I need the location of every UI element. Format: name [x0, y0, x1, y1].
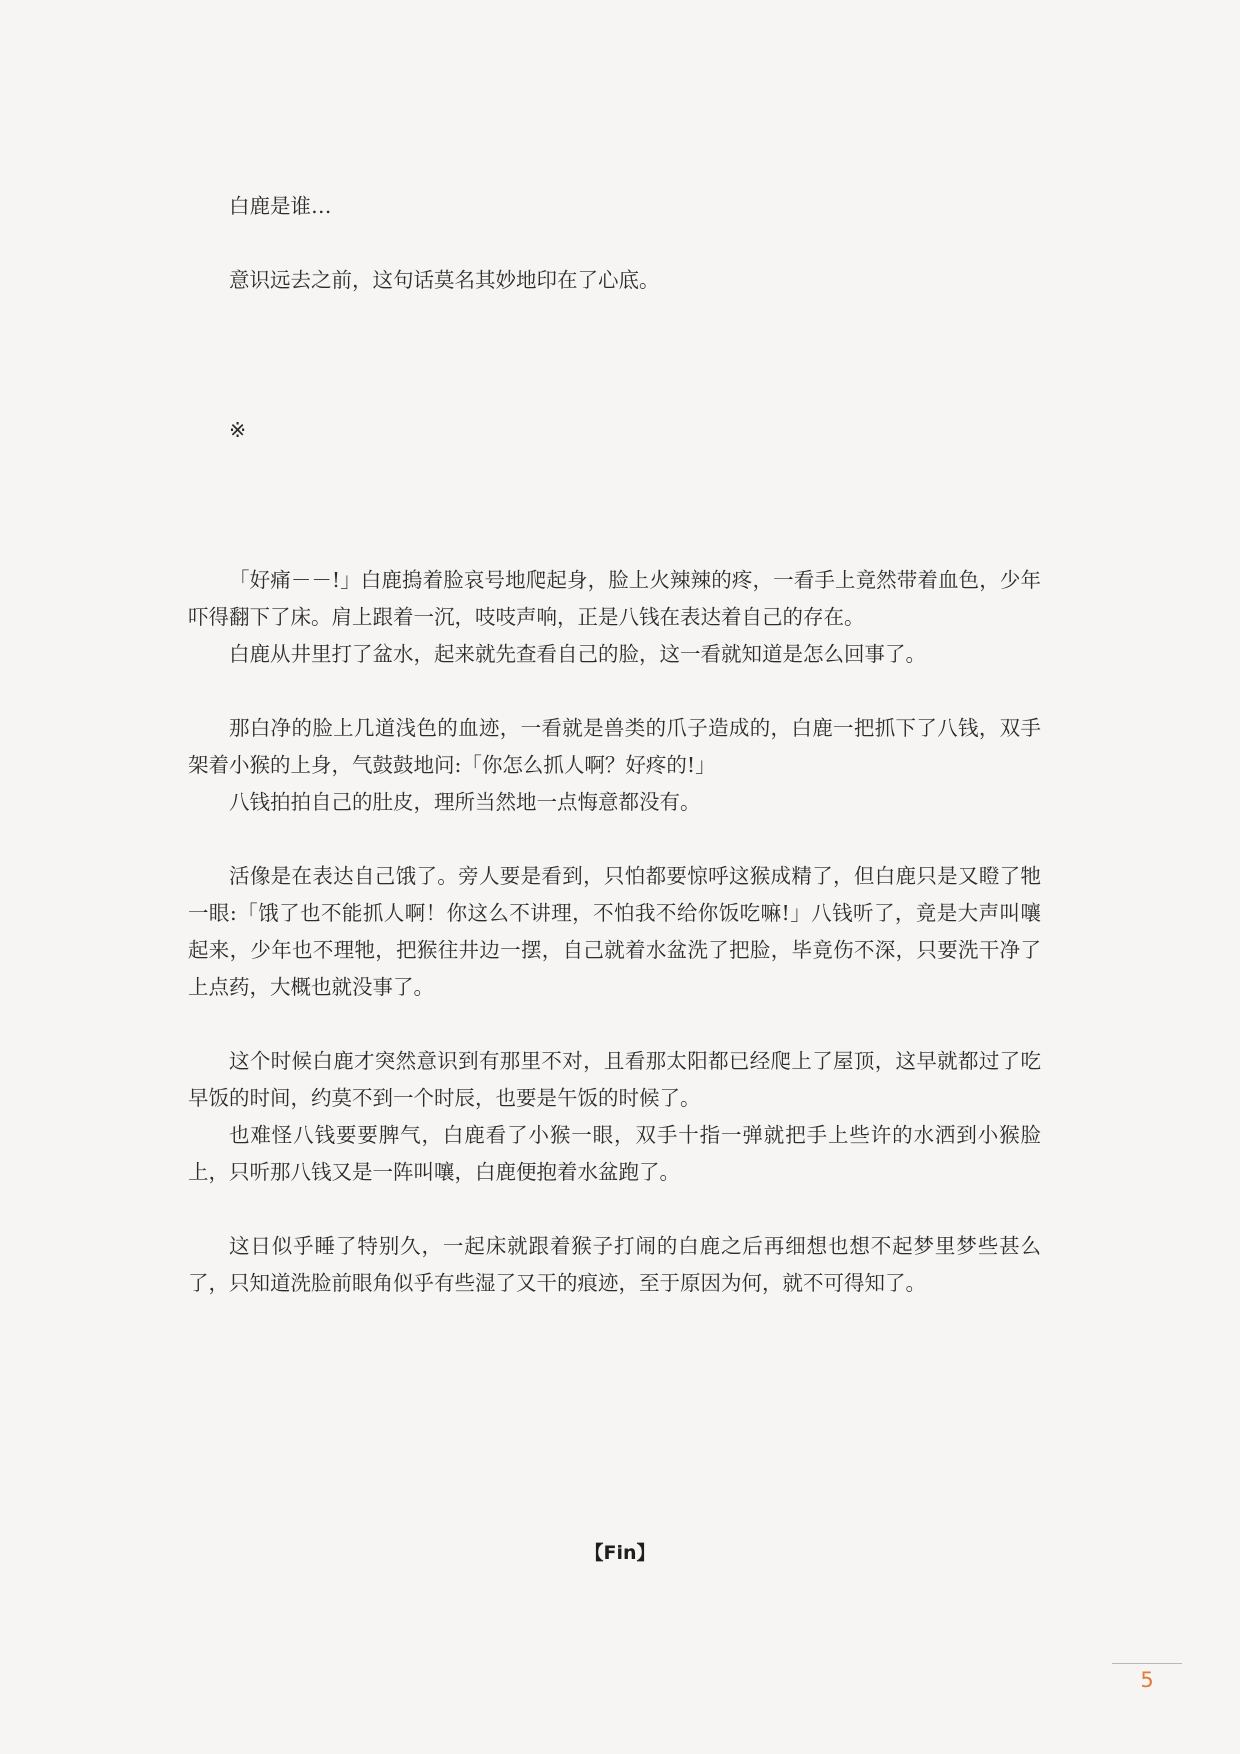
paragraph-2: 意识远去之前，这句话莫名其妙地印在了心底。	[229, 268, 660, 292]
paragraph-5: 那白净的脸上几道浅色的血迹，一看就是兽类的爪子造成的，白鹿一把抓下了八钱，双手架着小猴的上身，气鼓鼓地问:「你怎么抓人啊？好疼的!」	[188, 716, 1041, 777]
paragraph-10: 这日似乎睡了特别久，一起床就跟着猴子打闹的白鹿之后再细想也想不起梦里梦些甚么了，只知道洗脸前眼角似乎有些湿了又干的痕迹，至于原因为何，就不可得知了。	[188, 1234, 1041, 1295]
paragraph-6: 八钱拍拍自己的肚皮，理所当然地一点悔意都没有。	[229, 790, 701, 814]
paragraph-3: 「好痛－－!」白鹿摀着脸哀号地爬起身，脸上火辣辣的疼，一看手上竟然带着血色，少年吓得翻下了床。肩上跟着一沉，吱吱声响，正是八钱在表达着自己的存在。	[188, 568, 1041, 629]
page-number: 5	[1140, 1668, 1154, 1692]
end-mark: 【Fin】	[584, 1542, 656, 1564]
scene-break-mark: ※	[229, 418, 247, 442]
paragraph-9: 也难怪八钱要要脾气，白鹿看了小猴一眼，双手十指一弹就把手上些许的水洒到小猴脸上，只听那八钱又是一阵叫嚷，白鹿便抱着水盆跑了。	[188, 1123, 1041, 1184]
footer-rule	[1112, 1663, 1182, 1664]
paragraph-7: 活像是在表达自己饿了。旁人要是看到，只怕都要惊呼这猴成精了，但白鹿只是又瞪了牠一眼:「饿了也不能抓人啊！你这么不讲理，不怕我不给你饭吃嘛!」八钱听了，竟是大声叫嚷起来，少年也不理牠，把猴往井边一摆，自己就着水盆洗了把脸，毕竟伤不深，只要洗干净了上点药，大概也就没事了。	[188, 864, 1041, 999]
paragraph-1: 白鹿是谁…	[229, 194, 332, 218]
paragraph-8: 这个时候白鹿才突然意识到有那里不对，且看那太阳都已经爬上了屋顶，这早就都过了吃早饭的时间，约莫不到一个时辰，也要是午饭的时候了。	[188, 1049, 1041, 1110]
paragraph-4: 白鹿从井里打了盆水，起来就先查看自己的脸，这一看就知道是怎么回事了。	[229, 642, 926, 666]
